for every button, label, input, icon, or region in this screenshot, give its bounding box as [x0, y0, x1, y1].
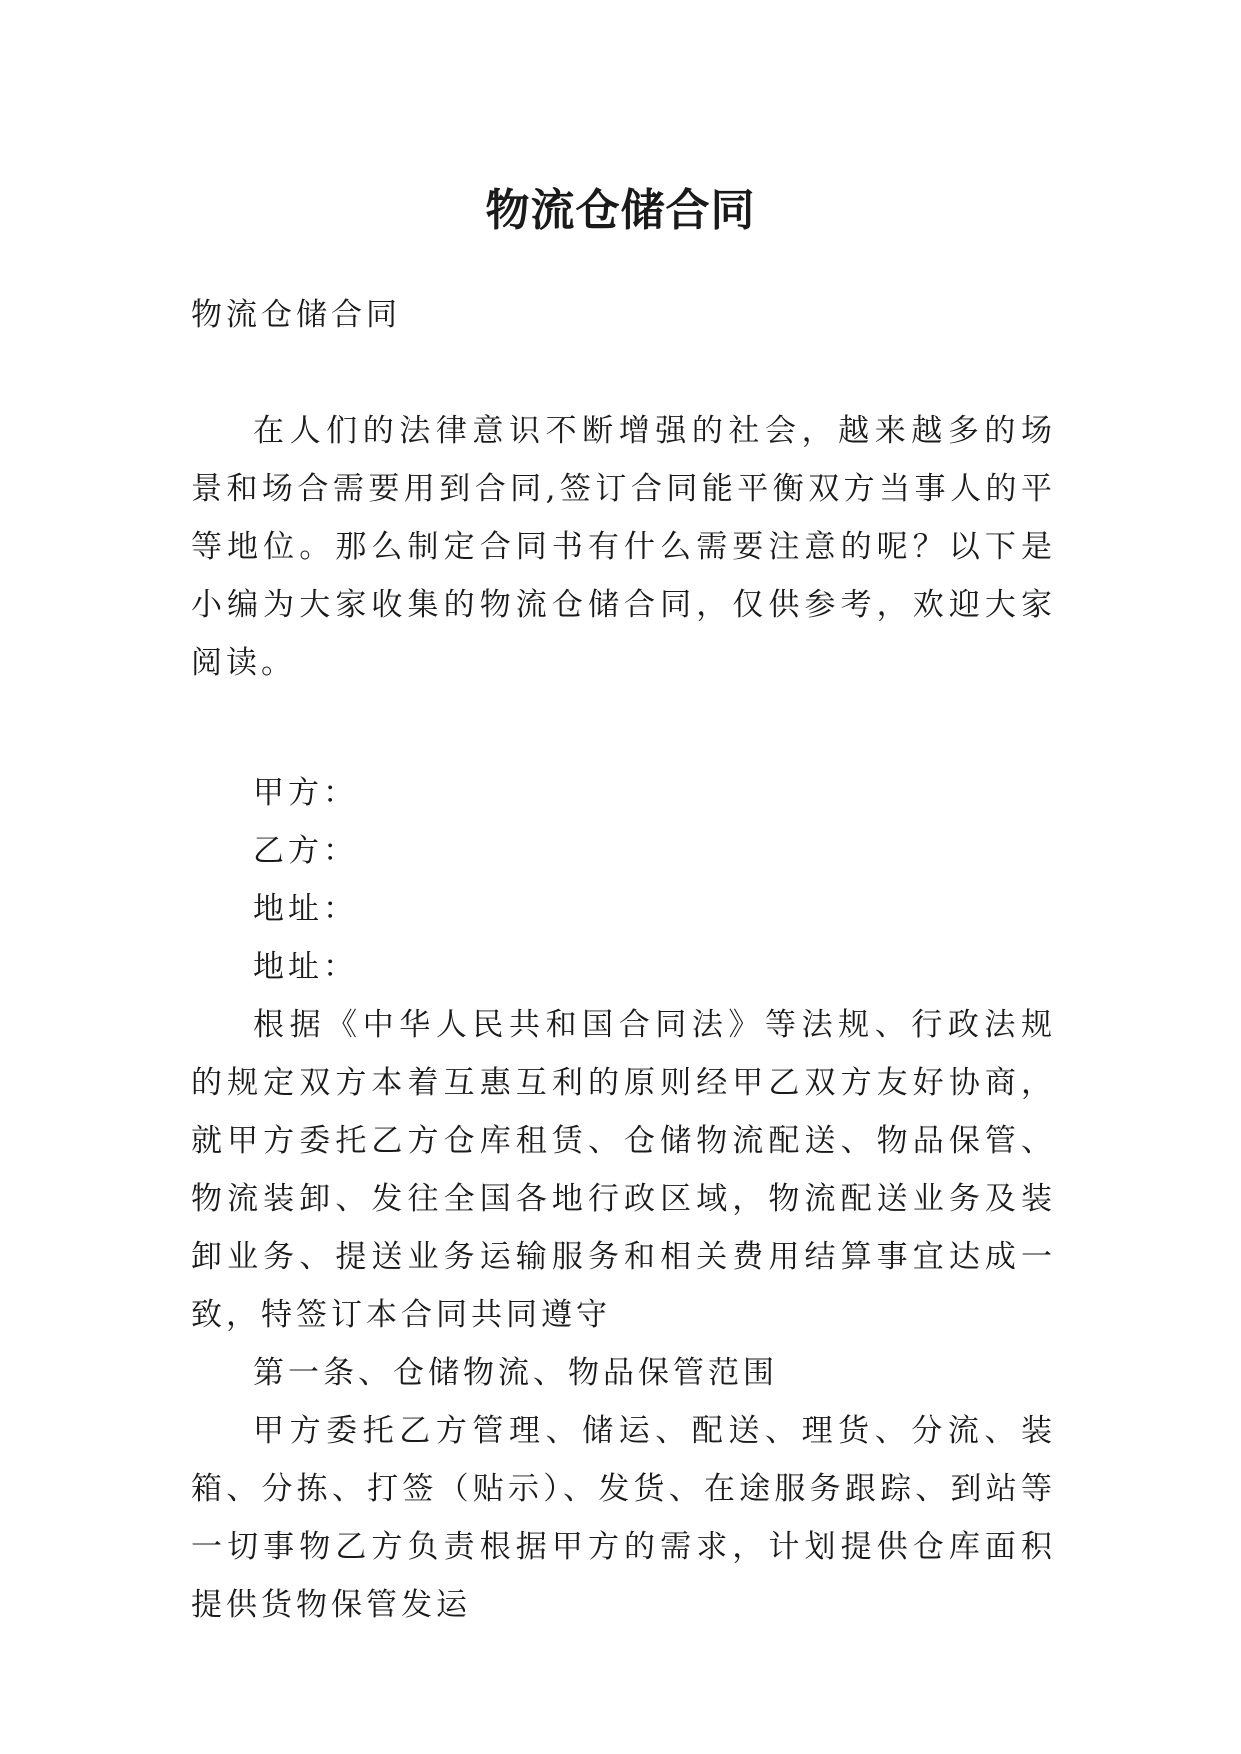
party-a-field: 甲方：	[253, 775, 358, 811]
document-subtitle: 物流仓储合同	[191, 297, 401, 333]
address-a-field: 地址：	[253, 891, 358, 927]
article-1-heading: 第一条、仓储物流、物品保管范围	[253, 1355, 778, 1391]
document-body	[191, 286, 1056, 1634]
preamble-paragraph: 根据《中华人民共和国合同法》等法规、行政法规的规定双方本着互惠互利的原则经甲乙双方友好协商，就甲方委托乙方仓库租赁、仓储物流配送、物品保管、物流装卸、发往全国各地行政区域，物流配送业务及装卸业务、提送业务运输服务和相关费用结算事宜达成一致，特签订本合同共同遵守	[191, 1007, 1056, 1333]
article-1-paragraph: 甲方委托乙方管理、储运、配送、理货、分流、装箱、分拣、打签（贴示）、发货、在途服务跟踪、到站等一切事物乙方负责根据甲方的需求，计划提供仓库面积提供货物保管发运	[191, 1413, 1056, 1623]
document-title: 物流仓储合同	[485, 185, 756, 237]
intro-paragraph: 在人们的法律意识不断增强的社会，越来越多的场景和场合需要用到合同,签订合同能平衡双方当事人的平等地位。那么制定合同书有什么需要注意的呢？以下是小编为大家收集的物流仓储合同，仅供参考，欢迎大家阅读。	[191, 413, 1056, 681]
address-b-field: 地址：	[253, 949, 358, 985]
party-b-field: 乙方：	[253, 833, 358, 869]
